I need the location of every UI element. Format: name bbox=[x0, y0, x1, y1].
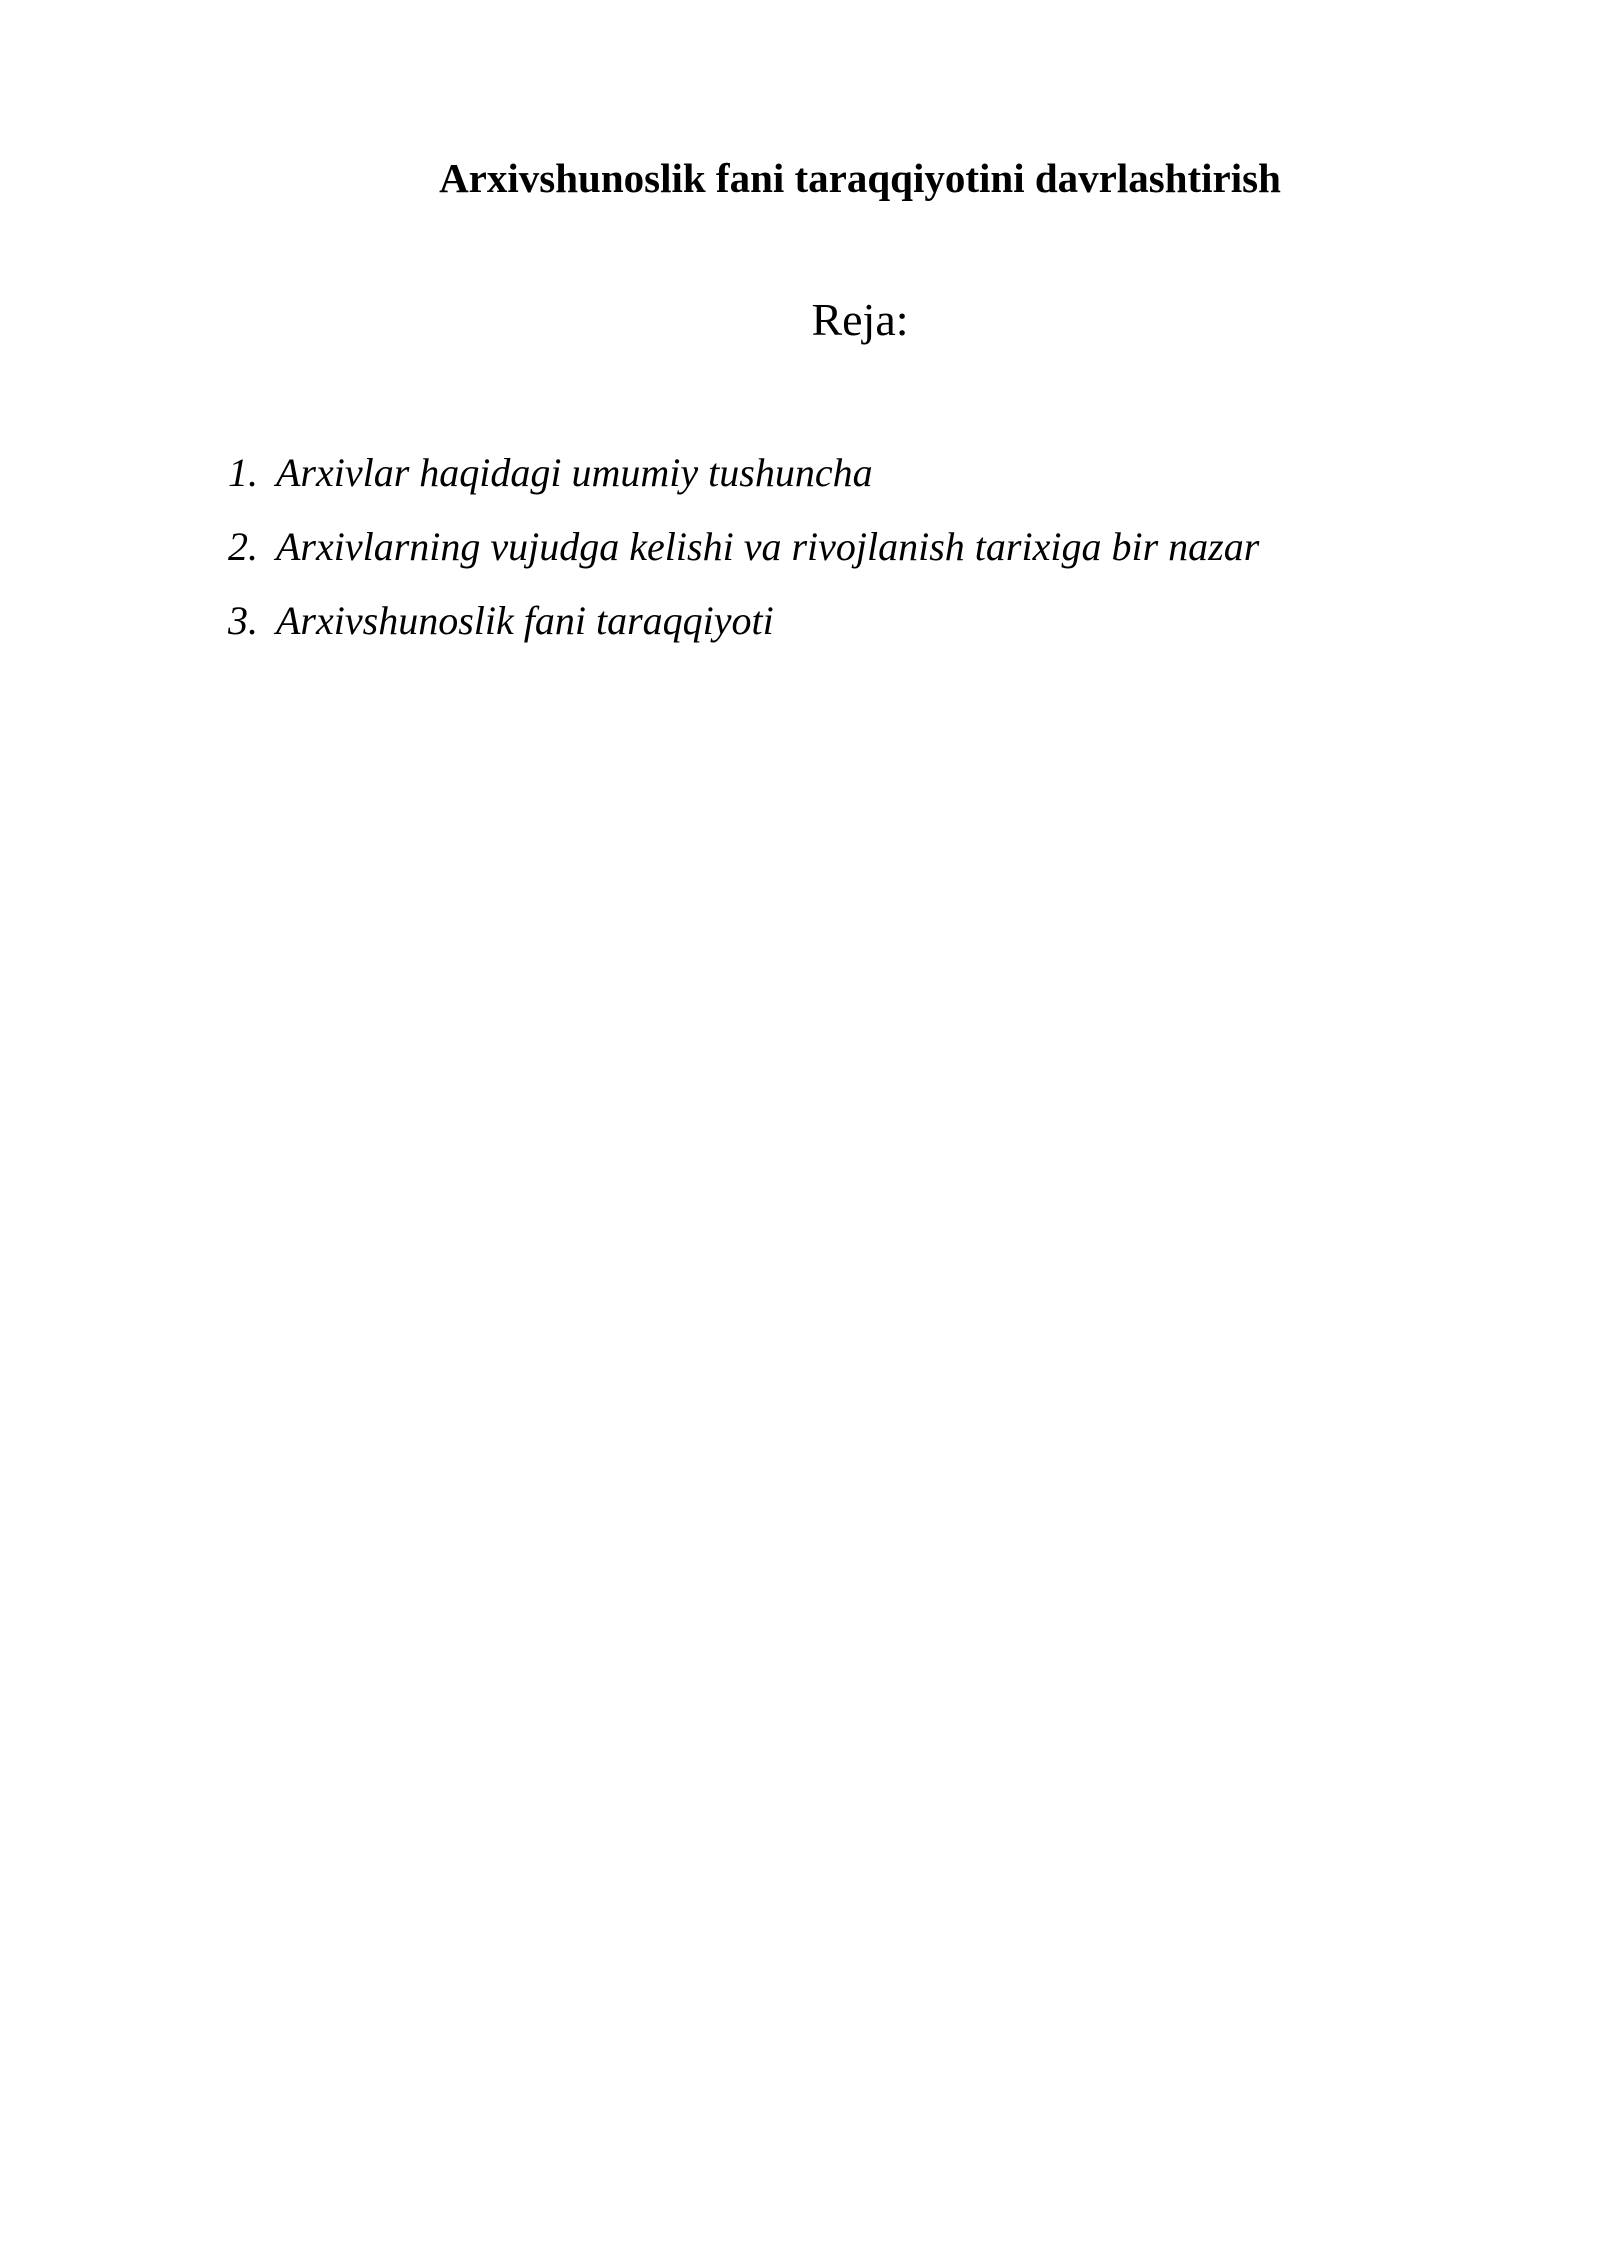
plan-item bbox=[228, 510, 1259, 584]
plan-item-text: Arxivlarning vujudga kelishi va rivojlanish tarixiga bir nazar bbox=[276, 524, 1260, 569]
plan-item bbox=[228, 584, 1259, 658]
plan-item-number: 2. bbox=[228, 524, 258, 569]
document-title: Arxivshunoslik fani taraqqiyotini davrlashtirish bbox=[439, 155, 1281, 201]
plan-item-number: 3. bbox=[228, 598, 258, 643]
plan-list bbox=[228, 436, 1259, 658]
plan-item-text: Arxivlar haqidagi umumiy tushuncha bbox=[276, 450, 873, 495]
plan-item bbox=[228, 436, 1259, 510]
plan-item-text: Arxivshunoslik fani taraqqiyoti bbox=[276, 598, 774, 643]
plan-item-number: 1. bbox=[228, 450, 258, 495]
plan-heading: Reja: bbox=[811, 294, 909, 345]
